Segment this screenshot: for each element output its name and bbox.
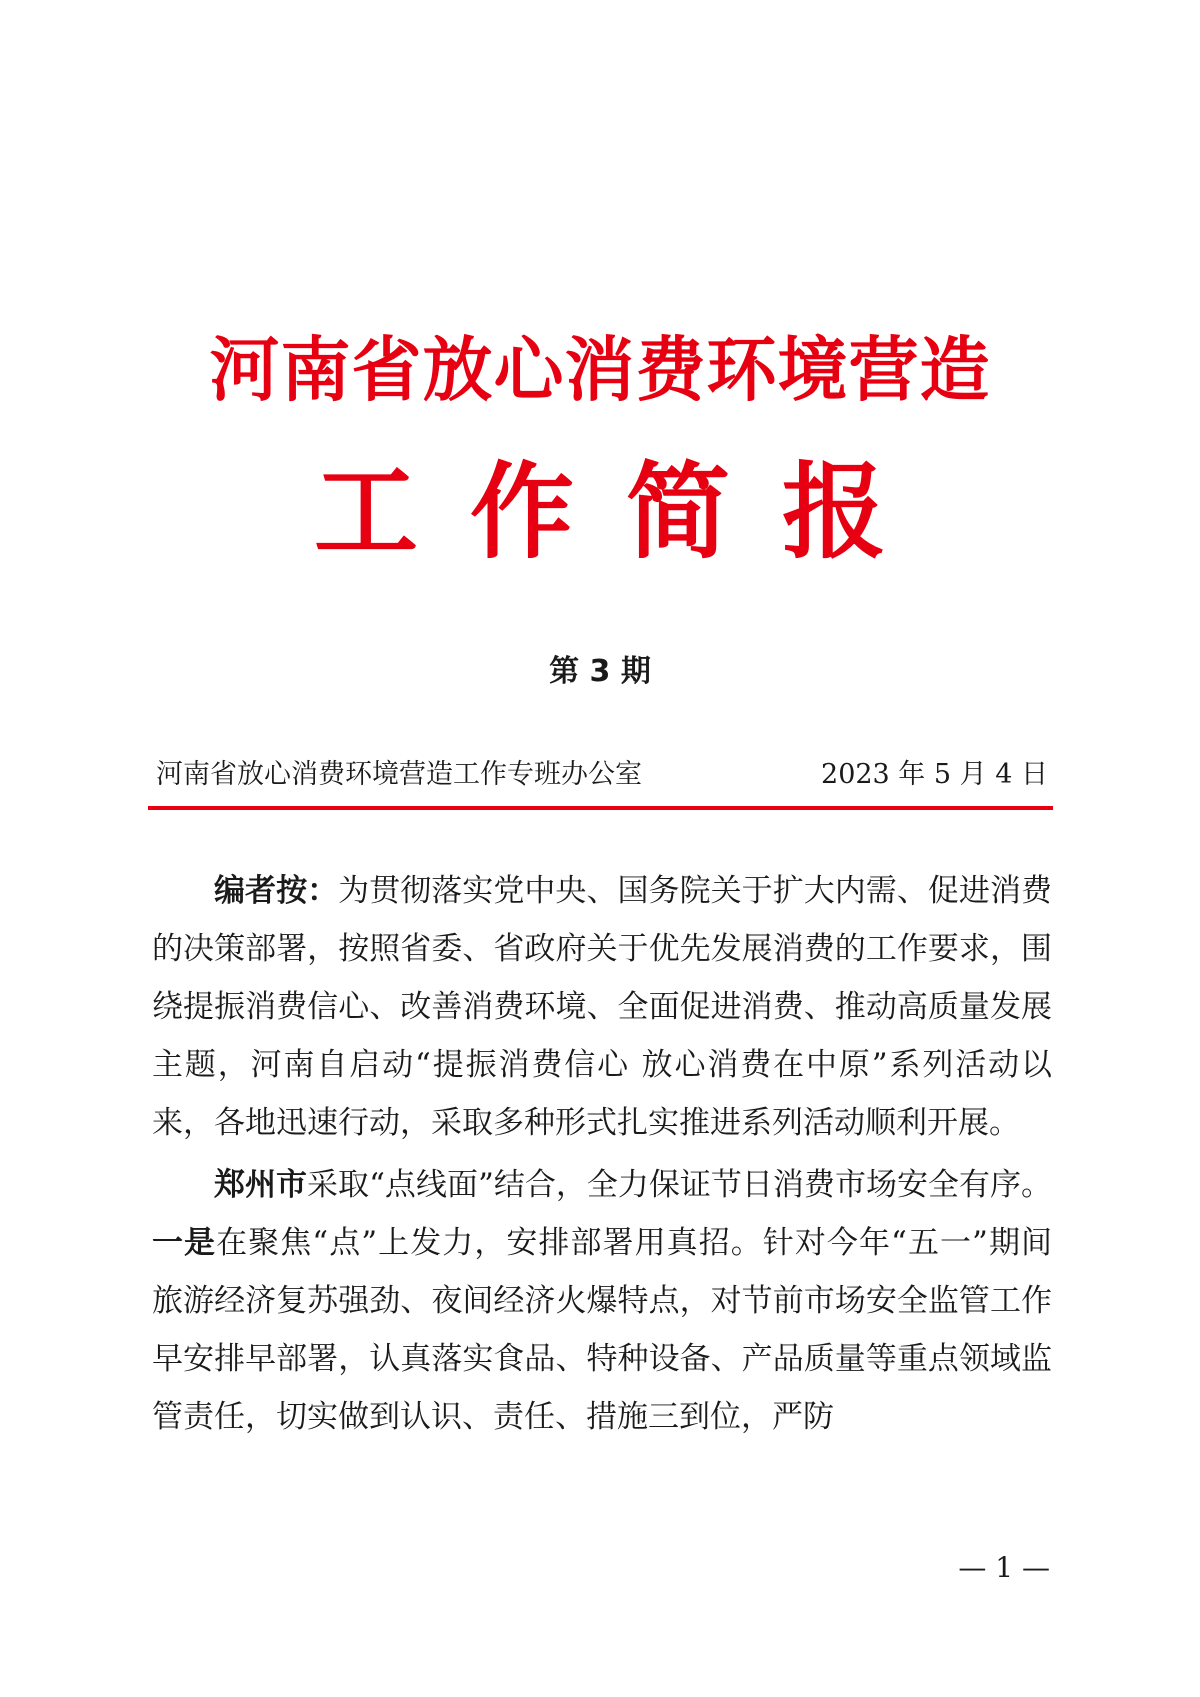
zhengzhou-paragraph: [152, 1156, 1052, 1446]
issuer-row: [148, 753, 1048, 797]
red-divider: [148, 806, 1053, 810]
page-number: — 1 —: [958, 1551, 1050, 1584]
point-one-label: 一是: [152, 1225, 217, 1261]
zhengzhou-text-1: 采取“点线面”结合，全力保证节日消费市场安全有序。: [307, 1167, 1053, 1203]
issue-date: 2023 年 5 月 4 日: [821, 759, 1048, 790]
document-body: [152, 862, 1052, 1450]
document-title: 河南省放心消费环境营造: [209, 328, 991, 411]
zhengzhou-label: 郑州市: [214, 1167, 308, 1203]
issue-number: 第 3 期: [549, 654, 651, 689]
document-subtitle: 工作简报: [313, 450, 938, 573]
editor-note-paragraph: [152, 862, 1052, 1152]
zhengzhou-text-2: 在聚焦“点”上发力，安排部署用真招。针对今年“五一”期间旅游经济复苏强劲、夜间经济火爆特点，对节前市场安全监管工作早安排早部署，认真落实食品、特种设备、产品质量等重点领域监管责任，切实做到认识、责任、措施三到位，严防: [152, 1225, 1053, 1435]
editor-note-text: 为贯彻落实党中央、国务院关于扩大内需、促进消费的决策部署，按照省委、省政府关于优先发展消费的工作要求，围绕提振消费信心、改善消费环境、全面促进消费、推动高质量发展主题，河南自启动“提振消费信心 放心消费在中原”系列活动以来，各地迅速行动，采取多种形式扎实推进系列活动顺利开展。: [152, 873, 1052, 1141]
issuing-office: 河南省放心消费环境营造工作专班办公室: [156, 759, 642, 790]
editor-note-label: 编者按：: [214, 873, 339, 909]
